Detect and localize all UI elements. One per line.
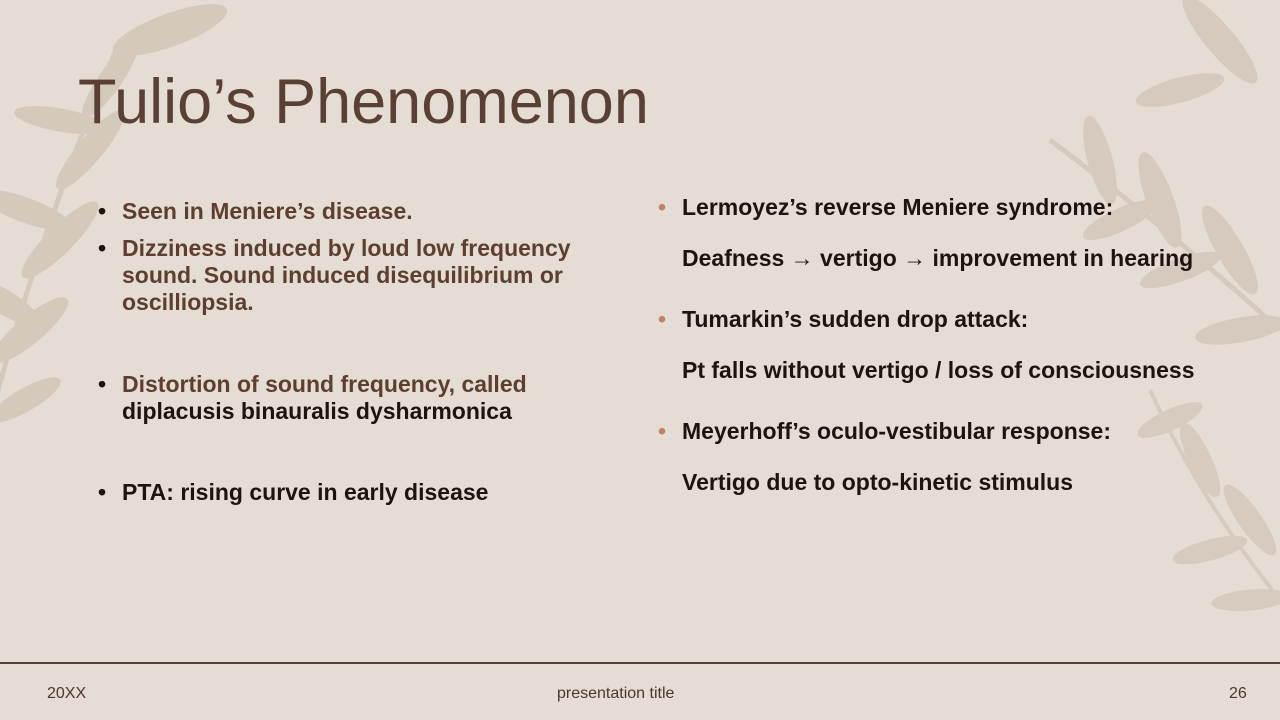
bullet-marker: • [98, 235, 107, 261]
list-item [98, 235, 642, 316]
bullet-marker: • [658, 194, 667, 220]
bullet-body: Deafness → vertigo → improvement in hearing [682, 245, 1194, 271]
list-item [98, 479, 642, 506]
list-item [98, 371, 642, 425]
bullet-text: Distortion of sound frequency, called [122, 371, 527, 397]
list-item [658, 294, 1242, 396]
list-item [658, 406, 1242, 508]
footer-presentation-title: presentation title [557, 685, 675, 702]
bullet-heading: Tumarkin’s sudden drop attack: [682, 306, 1029, 332]
bullet-text: PTA: rising curve in early disease [122, 479, 489, 505]
footer-divider [0, 662, 1280, 664]
list-item [658, 182, 1242, 284]
bullet-text: Dizziness induced by loud low frequency sound. Sound induced disequilibrium or oscilliopsia. [122, 235, 571, 315]
bullet-heading: Meyerhoff’s oculo-vestibular response: [682, 418, 1111, 444]
footer-date: 20XX [47, 685, 87, 702]
slide-title: Tulio’s Phenomenon [78, 67, 649, 137]
bullet-heading: Lermoyez’s reverse Meniere syndrome: [682, 194, 1114, 220]
bullet-body: Vertigo due to opto-kinetic stimulus [682, 469, 1074, 495]
footer-page-number: 26 [1229, 685, 1247, 702]
bullet-body: Pt falls without vertigo / loss of consciousness [682, 357, 1195, 383]
bullet-marker: • [658, 306, 667, 332]
bullet-text-term: diplacusis binauralis dysharmonica [122, 398, 512, 424]
left-bullet-list [98, 198, 642, 506]
bullet-marker: • [98, 479, 107, 505]
bullet-text: Seen in Meniere’s disease. [122, 198, 413, 224]
bullet-marker: • [658, 418, 667, 444]
bullet-marker: • [98, 198, 107, 224]
list-item [98, 198, 642, 225]
right-bullet-list [658, 182, 1242, 508]
bullet-marker: • [98, 371, 107, 397]
